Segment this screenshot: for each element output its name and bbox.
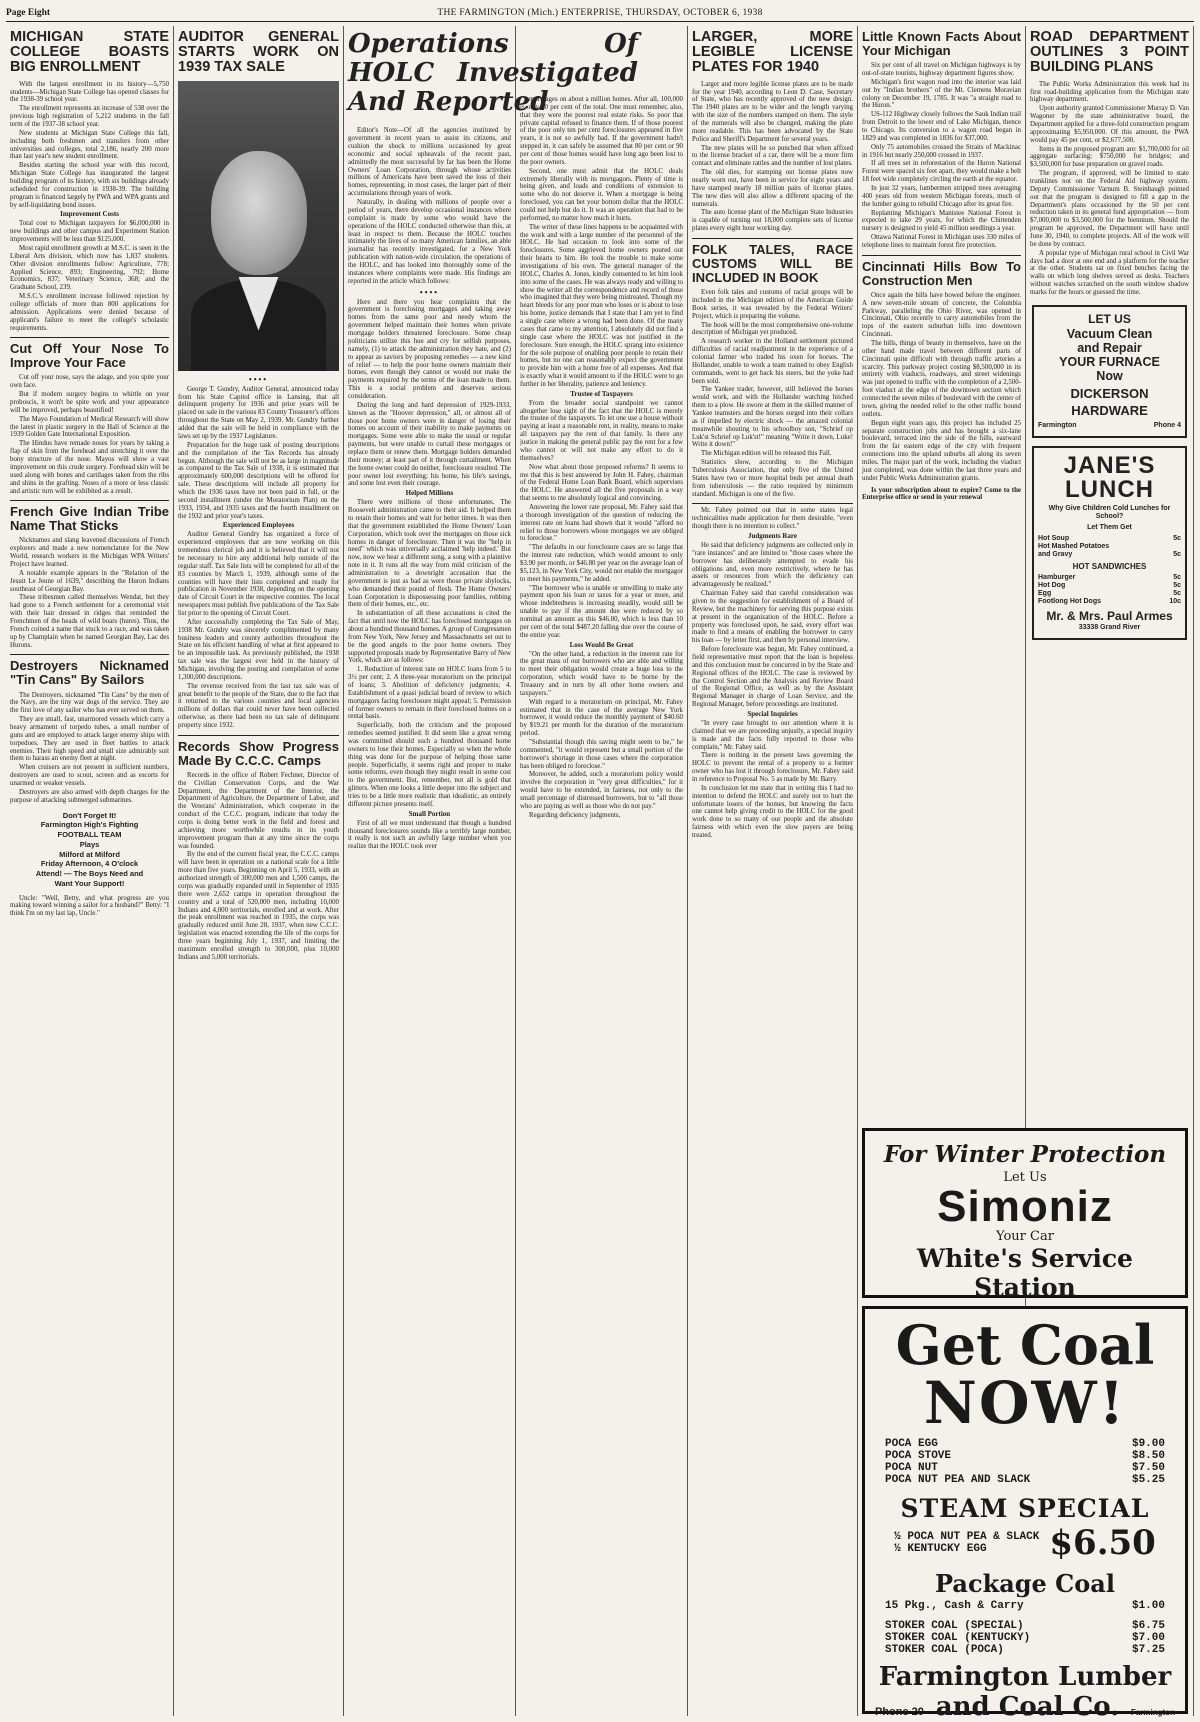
article-holc: [348, 127, 511, 851]
paragraph: The enrollment represents an increase of 538 over the previous high registration of 5,212 students in the fall term of the 1937-38 school year.: [10, 105, 169, 128]
menu-item-name: Hot Soup: [1038, 535, 1070, 543]
page-folio: [6, 4, 1194, 22]
price-value: $7.25: [1131, 1643, 1165, 1656]
price-row: [885, 1438, 1165, 1450]
ad-janes-lunch: [1032, 446, 1187, 639]
menu-item: [1038, 543, 1181, 551]
subhead: Judgments Rare: [747, 532, 798, 540]
paragraph: Second, one must admit that the HOLC deals extremely liberally with its mortgagors. Plenty of time is being given, and loads and conditions of extension to some who do not deserve it. When a mortgage is being foreclosed, you can bet your bottom dollar that the HOLC could not help but do it. It was an operation that had to be performed, no matter how much it hurts.: [520, 167, 683, 222]
paragraph: Statistics show, according to the Michigan Tuberculosis Association, that only five of the United States have two or more hospital beds per annual death from tuberculosis — the ratio required by minimum standard. Michigan is one of the five.: [692, 459, 853, 498]
menu-item-name: and Gravy: [1038, 550, 1073, 558]
package-row: [865, 1598, 1185, 1614]
separator-dots: ••••: [248, 374, 269, 384]
paragraph: Destroyers are also armed with depth charges for the purpose of attacking submerged submarines.: [10, 788, 169, 804]
subhead: Helped Millions: [405, 489, 454, 498]
ad-headline: NOW!: [923, 1368, 1127, 1437]
paragraph: From the broader social standpoint we cannot altogether lose sight of the fact that the HOLC is merely the trustee of the taxpayers. To let one use a house without paying at least a reasonable rent, in reality, means to make all taxpayers pay the rent of that family. Is there any justice in making the general public pay the rent for a few who cannot or will not make any effort to do it themselves?: [520, 399, 683, 462]
paragraph: The Destroyers, nicknamed "Tin Cans" by the men of the Navy, are the tiny war dogs of the service. They are the first love of any sailor who has ever served on them.: [10, 691, 169, 715]
price-item: STOKER COAL (POCA): [885, 1643, 1004, 1656]
newspaper-page: [6, 26, 1194, 1722]
paragraph: The Hindus have remade noses for years by taking a flap of skin from the forehead and stretching it over the bony structure of the nose. Mayos will show a vast improvement on this crude surgery. Forehead skin will be used along with bones and cartilages taken from the ribs and shins in the grafting. Noses of a more or less classic and artistic turn will be exhibited as a result.: [10, 440, 169, 495]
ad-town: Farmington: [1130, 1707, 1175, 1717]
portrait-face: [211, 151, 307, 275]
headline-msc: MICHIGAN STATE COLLEGE BOASTS BIG ENROLLMENT: [10, 29, 169, 76]
price-item: STOKER COAL (SPECIAL): [885, 1619, 1024, 1632]
paragraph: Now what about those proposed reforms? It seems to me that this is best answered by John H. Fahey, chairman of the Federal Home Loan Bank Board, which supervises the HOLC. He answered all the five proposals in a way that seems to me absolutely logical and convincing.: [520, 463, 683, 503]
ad-line: Let Us: [1003, 1170, 1047, 1185]
ad-address: 33338 Grand River: [1078, 623, 1141, 631]
paragraph: A notable example appears in the "Relation of the Jesuit Le Jeune of 1639," describing the Huron Indians southeast of Georgian Bay.: [10, 569, 169, 593]
paragraph: The revenue received from the last tax sale was of great benefit to the people of the State, due to the fact that it returned to the various counties and local agencies millions of dollars that could never have been collected otherwise, as there had been no tax sale of delinquent property since 1932.: [178, 682, 339, 729]
menu-item-price: 5c: [1173, 550, 1181, 558]
ad-line: Now: [1096, 369, 1123, 384]
joke-filler: Uncle: "Well, Betty, and what progress are you making toward winning a sailor for a husband?" Betty: "I think I'm on my last lap, Uncle.": [10, 894, 169, 918]
paragraph: George T. Gundry, Auditor General, announced today from his State Capitol office in Lansing, that all delinquent property for 1936 and prior years will be placed on sale in the various 83 County Treasurer's offices throughout the State on May 2, 1939. Mr. Gundry further added that the sale will be held in compliance with the laws set up by the 1937 Legislature.: [178, 385, 339, 440]
menu-item: [1038, 574, 1181, 582]
column-2: [174, 26, 344, 1716]
ad-line: Let Them Get: [1087, 524, 1132, 532]
ad-line: YOUR FURNACE: [1059, 355, 1160, 370]
paragraph: Answering the lower rate proposal, Mr. Fahey said that a thorough investigation of the question of reducing the interest rate on loans had shown that it would "afford no relief to those borrowers whose mortgages we are obliged to foreclose.": [520, 503, 683, 543]
menu-item-name: Hot Mashed Potatoes: [1038, 543, 1110, 550]
headline-facts: Little Known Facts About Your Michigan: [862, 29, 1021, 59]
paragraph: Mr. Fahey pointed out that in some states legal technicalities made application for them desirable, "even though there is no intention to collect.": [692, 507, 853, 531]
ad-business-name: Farmington Lumber: [878, 1661, 1172, 1692]
menu-item-price: 10c: [1169, 597, 1181, 605]
paragraph: The Michigan edition will be released this Fall.: [701, 450, 832, 458]
subscription-promo: Is your subscription about to expire? Come to the Enterprise office or send in your renewal: [862, 486, 1021, 502]
paragraph: The Mayo Foundation of Medical Research will show the latest in plastic surgery in the Hall of Science at the 1939 Golden Gate International Exposition.: [10, 415, 169, 439]
menu-item-name: Hamburger: [1038, 574, 1076, 582]
price-row: [885, 1474, 1165, 1486]
headline-plates: LARGER, MORE LEGIBLE LICENSE PLATES FOR 1940: [692, 29, 853, 76]
ad-phone: Phone 4: [1153, 422, 1181, 430]
article-auditor: [178, 386, 339, 730]
ad-footer: [1038, 422, 1181, 430]
paragraph: Ottawa National Forest in Michigan uses 330 miles of telephone lines to maintain forest fire protection.: [862, 234, 1021, 249]
paragraph: By the end of the current fiscal year, the C.C.C. camps will have been in operation on a national scale for a little more than five years. Beginning on April 5, 1933, with an authorized strength of 300,000 men and 1,500 camps, the corps was gradually expanded until in September of 1935 there were 2,652 camps in operation throughout the country and a total of 520,000 men, including 10,000 Indians and 4,000 territorials, enrolled and at work. After the peak enrollment was reached in 1935, the corps was gradually reduced until June 28, 1937, when new C.C.C. legislation was enacted extending the life of the corps for three years beginning July 1, 1937, and limiting the maximum enrolled strength to 300,000, plus 10,000 Indians and 5,000 territorials.: [178, 851, 339, 961]
paragraph: Most rapid enrollment growth at M.S.C. is seen in the Liberal Arts division, which now has 1,837 students. Other division enrollments follow: Agriculture, 778; Applied Science, 893; Engineering, 792; Home Economics, 837; Veterinary Science, 368; and the Graduate School, 239.: [10, 244, 169, 292]
paragraph: The Public Works Administration this week had its first road-building application from the Michigan state highway department.: [1030, 80, 1189, 104]
headline-nose: Cut Off Your Nose To Improve Your Face: [10, 337, 169, 370]
ad-simoniz: [862, 1128, 1188, 1302]
ad-line: and Repair: [1077, 340, 1142, 355]
paragraph: Even folk tales and customs of racial groups will be included in the Michigan edition of the American Guide Book series, it was revealed by the Federal Writers' Project, which is preparing the volume.: [692, 289, 853, 320]
steam-line: ½ POCA NUT PEA & SLACK: [894, 1530, 1040, 1543]
paragraph: In just 32 years, lumbermen stripped trees averaging 400 years old from western Michigan forests, much of the lumber going to rebuild Chicago after its great fire.: [862, 184, 1021, 208]
notice-line: Plays: [79, 839, 100, 849]
ad-signature-row: [865, 1692, 1185, 1722]
paragraph: The Yankee trader, however, still believed the horses would work, and with the Hollander watching hitched them to a plow. He swore at them in the skilled manner of Yankee teamsters and the horses surged into their collars as if impelled by electric shock — the amazed colonial meanwhile shouting to his schoolboy son, "Schrief op Luk'st Schrief op Luk'st!" meaning "Write it down, Luke! Write it down!": [692, 386, 853, 449]
menu-item: [1038, 535, 1181, 543]
paragraph: With regard to a moratorium on principal, Mr. Fahey estimated that in the case of the average New York borrower, it would reduce the monthly payment of $40.60 by $19.21 per month for the duration of the moratorium period.: [520, 698, 683, 738]
article-destroyers: [10, 692, 169, 805]
paragraph: "Substantial though this saving might seem to be," he commented, "it would represent but a small portion of the borrower's shortage in those cases where the corporation has been obliged to foreclose.": [520, 738, 683, 770]
paragraph: Only 75 automobiles crossed the Straits of Mackinac in 1916 but nearly 250,000 crossed in 1937.: [862, 143, 1021, 159]
ad-line: For Winter Protection: [883, 1141, 1167, 1168]
masthead-line: THE FARMINGTON (Mich.) ENTERPRISE, THURSDAY, OCTOBER 6, 1938: [437, 7, 763, 18]
headline-hills: Cincinnati Hills Bow To Construction Men: [862, 255, 1021, 288]
headline-holc: Operations Of HOLC Investigated And Reported: [348, 29, 638, 118]
paragraph: In substantiation of all these accusations is cited the fact that until now the HOLC has foreclosed mortgages on about a hundred thousand homes. A group of Congressmen from New York, New Jersey and Massachusetts set out to be the good angels to the poor home owners. They supported proposals made by Representative Barry of New York, which are as follows:: [348, 610, 511, 665]
column-4: [516, 26, 688, 1716]
ad-brand: Simoniz: [937, 1182, 1113, 1231]
column-5: [688, 26, 858, 1716]
headline-road: ROAD DEPARTMENT OUTLINES 3 POINT BUILDING PLANS: [1030, 29, 1189, 76]
notice-line: Don't Forget It!: [62, 810, 117, 820]
paragraph: He said that deficiency judgments are collected only in "rare instances" and are limited to "those cases where the borrower has deliberately attempted to evade his obligations and, even more restrictively, where he has assets or resources from which the deficiency can advantageously be realized.": [692, 541, 853, 589]
ad-subheading: STEAM SPECIAL: [900, 1493, 1150, 1523]
price-row: [885, 1450, 1165, 1462]
steam-price: $6.50: [1049, 1522, 1156, 1563]
price-row: [885, 1644, 1165, 1656]
separator-dots: ••••: [419, 287, 440, 297]
article-msc: [10, 81, 169, 333]
headline-french: French Give Indian Tribe Name That Sticks: [10, 500, 169, 533]
paragraph: With the largest enrollment in its history—5,750 students—Michigan State College has opened classes for the 1938-39 school year.: [10, 80, 169, 104]
paragraph: Chairman Fahey said that careful consideration was given to the suggestion for establishment of a Board of Review, but the machinery for serving this purpose exists at present in the organization of the HOLC. Before a property was foreclosed upon, he said, every effort was made to find a means of enabling the borrower to carry his loan — by letter first, and then by personal interview.: [692, 590, 853, 645]
menu-list-2: [1038, 574, 1181, 606]
ad-line: Your Car: [996, 1229, 1054, 1244]
price-value: $8.50: [1131, 1449, 1165, 1462]
paragraph: They are small, fast, unarmored vessels which carry a heavy armament of torpedo tubes, a small number of guns and are employed to attack larger enemy ships with torpedoes. They are used in fleet battles to attack enemies. Their high speed and small size admirably suit them to harass an enemy fleet at night.: [10, 716, 169, 763]
paragraph: Larger and more legible license plates are to be made for the year 1940, according to Leon D. Case, Secretary of State, who has recently approved of the new design. The 1940 plates are to be wider and the length varying with the size of the numbers stamped on them. The style of the numerals will also be changed, making the plate more readable. This has been advocated by the State Police and Sheriff's Department for several years.: [692, 80, 853, 143]
paragraph: Besides starting the school year with this record, Michigan State College has inaugurated the largest building program of its history, with six buildings already scheduled for construction in 1938-39. The building program is financed largely by PWA and WPA grants and by self-liquidating bond issues.: [10, 162, 169, 209]
paragraph: Superficially, both the criticism and the proposed remedies seemed justified. It did seem like a great wrong was committed should such a hundred thousand home owners to lose their homes. Especially so when the whole thing was done for the purpose of helping those same people. Superficially, it seems right and proper to make some reforms, even though they might result in some cost to the government. But, remember, not all is gold that glitters. When one looks a little deeper into the subject and tries to be a little more realistic than idealistic, an entirely different picture presents itself.: [348, 722, 511, 808]
coal-price-list: [865, 1432, 1185, 1486]
paragraph: Items in the proposed program are: $1,700,000 for oil aggregate surfacing; $750,000 for bridges; and $3,500,000 for base preparation on gravel roads.: [1030, 145, 1189, 169]
steam-special-row: [865, 1523, 1185, 1563]
notice-line: Farmington High's Fighting: [40, 820, 139, 830]
ad-line: HARDWARE: [1071, 403, 1148, 419]
paragraph: When cruisers are not present in sufficient numbers, destroyers are used to scout, screen and as escorts for unarmed or weaker vessels.: [10, 764, 169, 787]
headline-auditor: AUDITOR GENERAL STARTS WORK ON 1939 TAX SALE: [178, 29, 339, 76]
menu-list-1: [1038, 535, 1181, 559]
paragraph: US-112 Highway closely follows the Sauk Indian trail from Detroit to the lower end of Lake Michigan, thence to Chicago. Its conversion to a wagon road began in 1829 and was completed in 1836 for $37,000.: [862, 111, 1021, 142]
paragraph: But if modern surgery begins to whittle on your proboscis, it won't be spite work and your appearance will be improved, perhaps beautified!: [10, 391, 169, 414]
price-item: POCA NUT PEA AND SLACK: [885, 1473, 1031, 1486]
paragraph: "The defaults in our foreclosure cases are so large that the interest rate reduction, which would amount to only $3.90 per month, or $46.80 per year on the average loan of $5,123, in New York City, would not enable the mortgagor to meet his payments," he added.: [520, 544, 683, 583]
paragraph: Records in the office of Robert Fechner, Director of the Civilian Conservation Corps, and the War Department, the Department of the Interior, the Department of Agriculture, the Department of Labor, and the Veterans' Administration, which cooperate in the conduct of the C.C.C. program, indicate that today the corps is doing better work in the field and forest and achieving more worthwhile results in its youth improvement program than at any time since the corps was founded.: [178, 771, 339, 850]
menu-item: [1038, 551, 1181, 559]
subhead: Special Inquiries: [747, 710, 798, 719]
paragraph: M.S.C.'s enrollment increase followed rejection by college officials of more than 800 applications for admission. Applications were denied because of applicant's failure to meet the college's scholastic requirements.: [10, 293, 169, 332]
subhead: Trustee of Taxpayers: [570, 389, 633, 398]
paragraph: Here and there you hear complaints that the government is foreclosing mortgages and taking away homes from the same poor and needy whom the government helped maintain their homes when private mortgage holders threatened foreclosure. Some cheap politicians utilize this hue and cry for selfish purposes, namely, (1) to attack the administration they hate, and (2) to appear as saviors by proposing remedies — a new kind of relief — to help the poor home owners maintain their homes, even though they cannot or would not make the payments required by the terms of the loan made to them. This is a social problem and deserves serious consideration.: [348, 298, 511, 400]
menu-item: [1038, 598, 1181, 606]
ad-line: HOT SANDWICHES: [1072, 561, 1147, 571]
article-nose: [10, 374, 169, 495]
paragraph: A research worker in the Holland settlement pictured difficulties of racial readjustment in the experience of a colonial farmer who traded his oxen for horses. The Hollander, unable to work a team trained to obey English commands, went to get back his steers, but the yoke had been sold.: [692, 338, 853, 385]
paragraph: The new plates will be so punched that when affixed to the license bracket of a car, there will be a more firm contact and eliminate rattles and the number of lost plates.: [692, 144, 853, 168]
paragraph: Nicknames and slang leavened discussions of French explorers and made a new nomenclature for the New World, research workers in the Michigan WPA Writers' Project have learned.: [10, 537, 169, 568]
paragraph: mortgages on about a million homes. After all, 100,000 is only 10 per cent of the total. One must remember, also, that they were the poorest real estate risks. So poor that private capital refused to finance them. If of those poorest of the poor only ten per cent foreclosures appeared in five years, it is not so awfully bad. If the government hadn't stepped in, it can safely be assumed that 80 per cent or 90 per cent of those homes would have long ago been lost to the poor owners.: [520, 96, 683, 166]
paragraph: A popular type of Michigan rural school in Civil War days had a door at one end and a platform for the teacher at the other. Students sat on fixed benches facing the walls on which long shelves served as desks. Teachers without watches scratched on the south window shadow marks for the hours or guessed the time.: [1030, 249, 1189, 296]
ad-title: JANE'S LUNCH: [1063, 452, 1156, 504]
stoker-price-list: [865, 1614, 1185, 1656]
ad-business-name: White's Service Station: [917, 1244, 1133, 1302]
price-value: $7.50: [1131, 1461, 1165, 1474]
paragraph: New students at Michigan State College this fall, including both freshmen and transfers from other universities and colleges, total 2,186, nearly 200 more than last year's new student enrollment.: [10, 129, 169, 161]
paragraph: There were millions of those unfortunates. The Roosevelt administration came to their aid. It helped them to retain their homes and wait for better times. It was then that the government established the Home Owners' Loan Corporation, which took over the mortgages on those sick homes in danger of foreclosure. Then it was the "help in need" which was universally acclaimed 'help indeed.' But now, now we hear a different song, a song with a plaintive note in it. It runs all the way from mild criticism of the administration to a downright accusation that the government is just as bad as were those private shylocks, who demanded their pound of flesh. The Home Owners' Loan Corporation is dispossessing poor families, robbing them of their homes, etc., etc.: [348, 499, 511, 609]
paragraph: The writer of these lines happens to be acquainted with the work and with a large number of the personnel of the HOLC. He had occasion to look into some of the foreclosures. Some aggrieved home owners poured out their hearts to him. He took the trouble to make some investigations of his own. The general manager of the HOLC, Charles A. Jones, kindly consented to let him look into some of the cases. He was always ready and willing to show the writer all the correspondence and record of those who imagined that they were being mistreated. Though my heart bleeds for any poor man who loses or is about to lose his home, justice demands that I state that I am yet to find a single case where a wrong had been done. Of the many cases that came to my attention, I absolutely did not find a single case where the HOLC was not justified in the foreclosure. Sure enough, the HOLC sprang into existence for the sole purpose of enabling poor people to retain their homes, but no one can reasonably expect the government to provide him with a home free of all expenses. And that is exactly what it would amount to if the HOLC were to go further in her liberality, patience and leniency.: [520, 223, 683, 388]
notice-line: Milford at Milford: [59, 849, 120, 859]
price-item: POCA EGG: [885, 1437, 938, 1450]
paragraph: Once again the hills have bowed before the engineer. A new seven-mile stream of concrete, the Columbia Parkway, paralleling the Ohio River, was opened in Cincinnati, Ohio recently to carry automobiles from the tops of the eastern suburban hills into downtown Cincinnati.: [862, 291, 1021, 339]
headline-folk: FOLK TALES, RACE CUSTOMS WILL BE INCLUDED IN BOOK: [692, 238, 853, 285]
ad-line: DICKERSON: [1070, 385, 1149, 401]
notice-line: Attend! — The Boys Need and: [35, 869, 144, 879]
menu-item-name: Hot Dog: [1038, 582, 1066, 590]
price-item: 15 Pkg., Cash & Carry: [885, 1599, 1024, 1612]
paragraph: The auto license plant of the Michigan State Industries is capable of turning out 18,000 complete sets of license plates every eight hour working day.: [692, 209, 853, 233]
price-value: $9.00: [1131, 1437, 1165, 1450]
menu-item: [1038, 582, 1181, 590]
paragraph: Editor's Note—Of all the agencies instituted by government in recent years to assist its citizens, and cushion the shock to millions occasioned by great economic and social upheavals of the recent past, admittedly the most successful by far has been the Home Owners' Loan Corporation, through whose activities millions of Americans have been saved the loss of their homes, representing, in most cases, the larger part of their accumulations through years of work.: [348, 127, 511, 198]
price-value: $6.75: [1131, 1619, 1165, 1632]
notice-line: Friday Afternoon, 4 O'clock: [40, 859, 139, 869]
price-value: $5.25: [1131, 1473, 1165, 1486]
paragraph: First of all we must understand that though a hundred thousand foreclosures sounds like a terribly large number, it really is not such an awfully large number when you realize that the HOLC took over: [348, 819, 511, 851]
paragraph: "On the other hand, a reduction in the interest rate for the great mass of our borrowers who are able and willing to meet their obligation would create a huge loss to the corporation, which would have to be borne by the Treasury and in turn by all other home owners and taxpayers.": [520, 650, 683, 697]
paragraph: If all trees set in reforestation of the Huron National Forest were spaced six feet apart, they would make a belt 18 feet wide completely circling the earth at the equator.: [862, 160, 1021, 184]
paragraph: There is nothing in the present laws governing the HOLC to prevent the rental of a property to a former owner who has lost it through foreclosure, Mr. Fahey said in reference to Proposal No. 5 as made by Mr. Barry.: [692, 752, 853, 783]
subhead: Experienced Employees: [222, 521, 295, 530]
price-item: POCA NUT: [885, 1461, 938, 1474]
divider: [692, 503, 853, 504]
price-row: [885, 1632, 1165, 1644]
ad-subheading: Package Coal: [935, 1568, 1115, 1598]
menu-item-price: 5c: [1173, 535, 1181, 543]
price-row: [885, 1620, 1165, 1632]
paragraph: Replanting Michigan's Manistee National Forest is expected to take 29 years, for which the Chittenden nursery is designed to yield 45 million seedlings a year.: [862, 209, 1021, 233]
headline-ccc: Records Show Progress Made By C.C.C. Camps: [178, 735, 339, 768]
paragraph: Cut off your nose, says the adage, and you spite your own face.: [10, 374, 169, 390]
price-value: $1.00: [1131, 1599, 1165, 1612]
ad-headline: Get Coal: [895, 1313, 1155, 1377]
menu-item-name: Footlong Hot Dogs: [1038, 597, 1101, 605]
paragraph: Begun eight years ago, this project has included 25 separate construction jobs and has brought a six-lane boulevard, terraced into the side of the hills, eastward from the far eastern edge of the city with frequent connections into the upland suburbs all along its seven miles. The major part of the work, including the viaduct just completed, was done within the last three years and under Public Works Administration grants.: [862, 419, 1021, 482]
subhead: Improvement Costs: [60, 210, 119, 219]
page-number: Page Eight: [6, 7, 51, 18]
notice-line: FOOTBALL TEAM: [57, 830, 122, 840]
paragraph: These tribesmen called themselves Wendat, but they had gone to a French settlement for a ceremonial visit with their hair dressed in ridges that reminded the Frenchmen of the heads of wild boars (hures). Thus, the French coined a name that stuck to a race, and was taken up by Champlain when he named Georgian Bay, Lac des Hurons.: [10, 594, 169, 649]
ad-farmington-lumber-coal: [862, 1306, 1188, 1722]
column-1: [6, 26, 174, 1716]
paragraph: Upon authority granted Commissioner Murray D. Van Wagoner by the state administrative board, the Department applied for a three-fold construction program approximating $5,950,000. Of this amount, the PWA would pay 45 per cent, or $2,677,500.: [1030, 105, 1189, 144]
article-french: [10, 537, 169, 649]
portrait-photo: [178, 81, 339, 371]
paragraph: The old dies, for stamping out license plates now nearly worn out, have been in service for eight years and have stamped nearly 18 million pairs of license plates. The new dies will also allow a different spacing of the numerals.: [692, 169, 853, 208]
article-ccc: [178, 772, 339, 962]
paragraph: During the long and hard depression of 1929-1933, known as the "Hoover depression," all, or almost all of those poor home owners were in danger of losing their homes on account of their inability to make payments on mortgages. Some were able to make the usual or regular payments, but were unable to curtail these mortgages or replace them or renew them. Mortgage holders demanded their money; at least part of it through curtailment. When the home owner could do neither, foreclosure resulted. The poor owner lost everything; his home, his life's savings, and some lost even their courage.: [348, 401, 511, 488]
price-item: POCA STOVE: [885, 1449, 952, 1462]
menu-item-price: 5c: [1173, 574, 1181, 582]
paragraph: Preparation for the huge task of posting descriptions and the compilation of the Tax Records has already begun. Although the sale will not be as large in magnitude as compared to the Tax Sale of 1938, it is estimated that approximately 600,000 descriptions will be offered for sale. These descriptions will include all property for which the 1936 taxes have not been paid in full, or the second installment (under the Moratorium Plan) on the 1933, 1934, and 1935 taxes and the fourth installment on the 1932 and prior year's taxes.: [178, 441, 339, 520]
ad-business-name: and Coal Co.: [935, 1691, 1120, 1722]
football-notice: [10, 811, 169, 889]
paragraph: Total cost to Michigan taxpayers for $6,000,000 in new buildings and other campus and Experiment Station improvements will be less than $125,000.: [10, 220, 169, 244]
paragraph: Michigan's first wagon road into the interior was laid out by "Indian brothers" of the Mt. Clemens Moravian colony on December 19, 1785. It was "a straight road to the Huron.": [862, 78, 1021, 110]
ad-dickerson-hardware: [1032, 305, 1187, 438]
menu-item-price: 5c: [1173, 589, 1181, 597]
paragraph: The book will be the most comprehensive one-volume description of Michigan yet produced.: [692, 321, 853, 337]
paragraph: 1. Reduction of interest rate on HOLC loans from 5 to 3½ per cent; 2. A three-year moratorium on the principal of loans; 3. Abolition of deficiency judgments; 4. Establishment of a quasi judicial board of review to which mortgagors facing foreclosure might appeal; 5. Permission of former owners to remain in their foreclosed homes on a rental basis.: [348, 666, 511, 721]
ad-line: LET US: [1088, 311, 1131, 326]
paragraph: "The borrower who is unable or unwilling to make any payment upon his loan or taxes for a year or more, and whose indebtedness is increasing steadily, would still be unable to pay if the amount due were reduced by so nominal an amount as this $46.80, which is less than 10 per cent of the total $487.20 falling due over the course of the entire year.: [520, 584, 683, 639]
paragraph: Auditor General Gundry has organized a force of experienced employees that are now working on this tremendous clerical job and it is believed that it will not be necessary to hire any additional help outside of the regular staff. Tax Sale lists will be completed for all of the 83 counties by March 1, 1939, although some of the counties will have their lists completed and ready for publication in November 1938, depending on the opening date of Circuit Court in the respective counties. The local newspapers must publish five publications of the Tax Sale list prior to the opening of Circuit Court.: [178, 531, 339, 617]
ad-phone: Phone 20: [875, 1705, 924, 1718]
ad-town: Farmington: [1038, 422, 1077, 430]
menu-item: [1038, 590, 1181, 598]
paragraph: Six per cent of all travel on Michigan highways is by out-of-state tourists, highway department figures show.: [862, 62, 1021, 77]
paragraph: "In every case brought to our attention where it is claimed that we are proceeding unjustly, a special inquiry is made and the facts fully reported to those who complain," Mr. Fahey said.: [692, 719, 853, 751]
paragraph: Before foreclosure was begun, Mr. Fahey continued, a field representative must report that the loan is hopeless and this conclusion must be concurred in by the State and Regional offices of the HOLC. The case is reviewed by the Control Section and the Analysis and Review Board of the Regional Office, as well as by the Assistant Regional Manager in charge of Loan Service, and the Regional Manager, before proceedings are instituted.: [692, 646, 853, 709]
menu-item-price: 5c: [1173, 582, 1181, 590]
menu-item-name: Egg: [1038, 589, 1052, 597]
paragraph: Regarding deficiency judgments,: [529, 811, 621, 819]
ad-owners: Mr. & Mrs. Paul Armes: [1046, 608, 1173, 623]
paragraph: Naturally, in dealing with millions of people over a period of years, there develop occasional instances where complaint is made by some who would have the operations of the HOLC conducted otherwise than this, at least in respect to them. Because the HOLC touches intimately the lives of so many American families, an able journalist has recently investigated, for a New York publication with nation-wide circulation, the operations of the HOLC, and has looked into thoroughly some of the instances where complaints were made. His findings are reported in the article which follows:: [348, 199, 511, 285]
paragraph: Moreover, he added, such a moratorium policy would involve the corporation in "very great difficulties," for it would have to be extended, in fairness, not only to the small percentage of distressed borrowers, but to "all those who are paying as well as those who do not pay.": [520, 771, 683, 810]
paragraph: The program, if approved, will be limited to state trunklines not on the Federal Aid highway system. Deputy Commissioner Varnum B. Steinbaugh pointed out that the program is designed to fill a gap in the Department's plans occasioned by the 50 per cent reduction taken in its general fund appropriation — from $7,000,000 to $3,500,000 for the biennium. Should the program be approved, the Department will have until June 30, 1940, to complete projects. All of the work will be done by contract.: [1030, 170, 1189, 248]
price-value: $7.00: [1131, 1631, 1165, 1644]
price-item: STOKER COAL (KENTUCKY): [885, 1631, 1031, 1644]
ad-line: Why Give Children Cold Lunches for School?: [1048, 505, 1171, 521]
steam-line: ½ KENTUCKY EGG: [894, 1542, 987, 1555]
subhead: Small Portion: [408, 809, 451, 818]
notice-line: Want Your Support!: [54, 878, 125, 888]
paragraph: The hills, things of beauty in themselves, have on the other hand made travel between different parts of Cincinnati quite difficult with through traffic arteries a scarcity. This parkway project costing $8,500,000 in its entirety with viaducts, roadways, and street widenings was just opened to traffic with the completion of a 2,500-foot viaduct at the edge of the downtown section which connected the seven miles of boulevard with the center of town, giving the needed relief to the other traffic bound outlets.: [862, 340, 1021, 418]
ad-line: Vacuum Clean: [1066, 326, 1153, 341]
price-row: [885, 1462, 1165, 1474]
paragraph: After successfully completing the Tax Sale of May, 1938 Mr. Gundry was sincerely complimented by many business leaders and county authorities throughout the State on his efficient handling of what at first appeared to be an impossible task. As previously published, the 1938 tax sale was the largest ever held in the history of Michigan, involving the posting and compilation of some 1,300,000 descriptions.: [178, 618, 339, 681]
steam-lines: [894, 1531, 1039, 1555]
subhead: Loss Would Be Great: [569, 640, 634, 649]
paragraph: In conclusion let me state that in writing this I had no intention to defend the HOLC and surely not to hurt the unfortunate losers of the homes, but knowing the facts one cannot help giving credit to the HOLC for the good work done to so many of our people and the absolute fairness with which even the slow payers are being treated.: [692, 784, 853, 840]
headline-destroyers: Destroyers Nicknamed "Tin Cans" By Sailors: [10, 654, 169, 687]
